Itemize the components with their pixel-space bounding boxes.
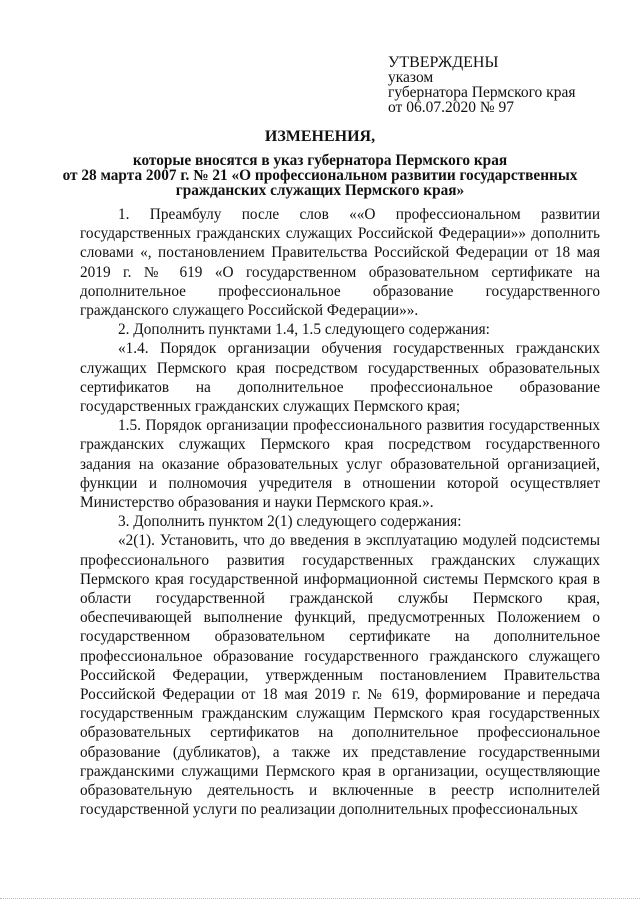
- approval-block: [388, 55, 618, 115]
- page-bottom-divider: [0, 898, 640, 903]
- approval-heading: УТВЕРЖДЕНЫ: [388, 54, 499, 71]
- document-body: [80, 205, 600, 820]
- approval-date-number: от 06.07.2020 № 97: [388, 99, 514, 116]
- paragraph-4: 1.5. Порядок организации профессионального развития государственных гражданских служащих Пермского края посредством государственного задания на оказание образовательных услуг образовательной организацией, функции и полномочия учредителя в отношении которой осуществляет Министерство образования и науки Пермского края.».: [80, 417, 600, 512]
- paragraph-5: 3. Дополнить пунктом 2(1) следующего содержания:: [118, 513, 462, 531]
- paragraph-6: «2(1). Установить, что до введения в эксплуатацию модулей подсистемы профессионального развития государственных гражданских служащих Пермского края государственной информационной системы Пермского края в области государственной гражданской службы Пермского края, обеспечивающей выполнение функций, предусмотренных Положением о государственном образовательном сертификате на дополнительное профессиональное образование государственного гражданского служащего Российской Федерации, утвержденным постановлением Правительства Российской Федерации от 18 мая 2019 г. № 619, формирование и передача государственным гражданским служащим Пермского края государственных образовательных сертификатов на дополнительное профессиональное образование (дубликатов), а также их представление государственными гражданскими служащими Пермского края в организации, осуществляющие образовательную деятельность и включенные в реестр исполнителей государственной услуги по реализации дополнительных профессиональных: [80, 532, 600, 819]
- document-subtitle: [40, 153, 600, 198]
- paragraph-2: 2. Дополнить пунктами 1.4, 1.5 следующего содержания:: [118, 321, 490, 339]
- document-title: ИЗМЕНЕНИЯ,: [264, 128, 376, 145]
- paragraph-1: 1. Преамбулу после слов ««О профессиональном развитии государственных гражданских служащих Российской Федерации»» дополнить словами «, постановлением Правительства Российской Федерации от 18 мая 2019 г. № 619 «О государственном образовательном сертификате на дополнительное профессиональное образование государственного гражданского служащего Российской Федерации»».: [80, 206, 600, 320]
- approval-decree-label: указом: [388, 69, 434, 86]
- subtitle-line-3: гражданских служащих Пермского края»: [175, 182, 465, 199]
- paragraph-3: «1.4. Порядок организации обучения государственных гражданских служащих Пермского края посредством государственных образовательных сертификатов на дополнительное профессиональное образование государственных гражданских служащих Пермского края;: [80, 340, 600, 416]
- approval-authority: губернатора Пермского края: [388, 84, 576, 101]
- subtitle-line-2: от 28 марта 2007 г. № 21 «О профессиональном развитии государственных: [62, 167, 578, 184]
- subtitle-line-1: которые вносятся в указ губернатора Пермского края: [132, 152, 508, 169]
